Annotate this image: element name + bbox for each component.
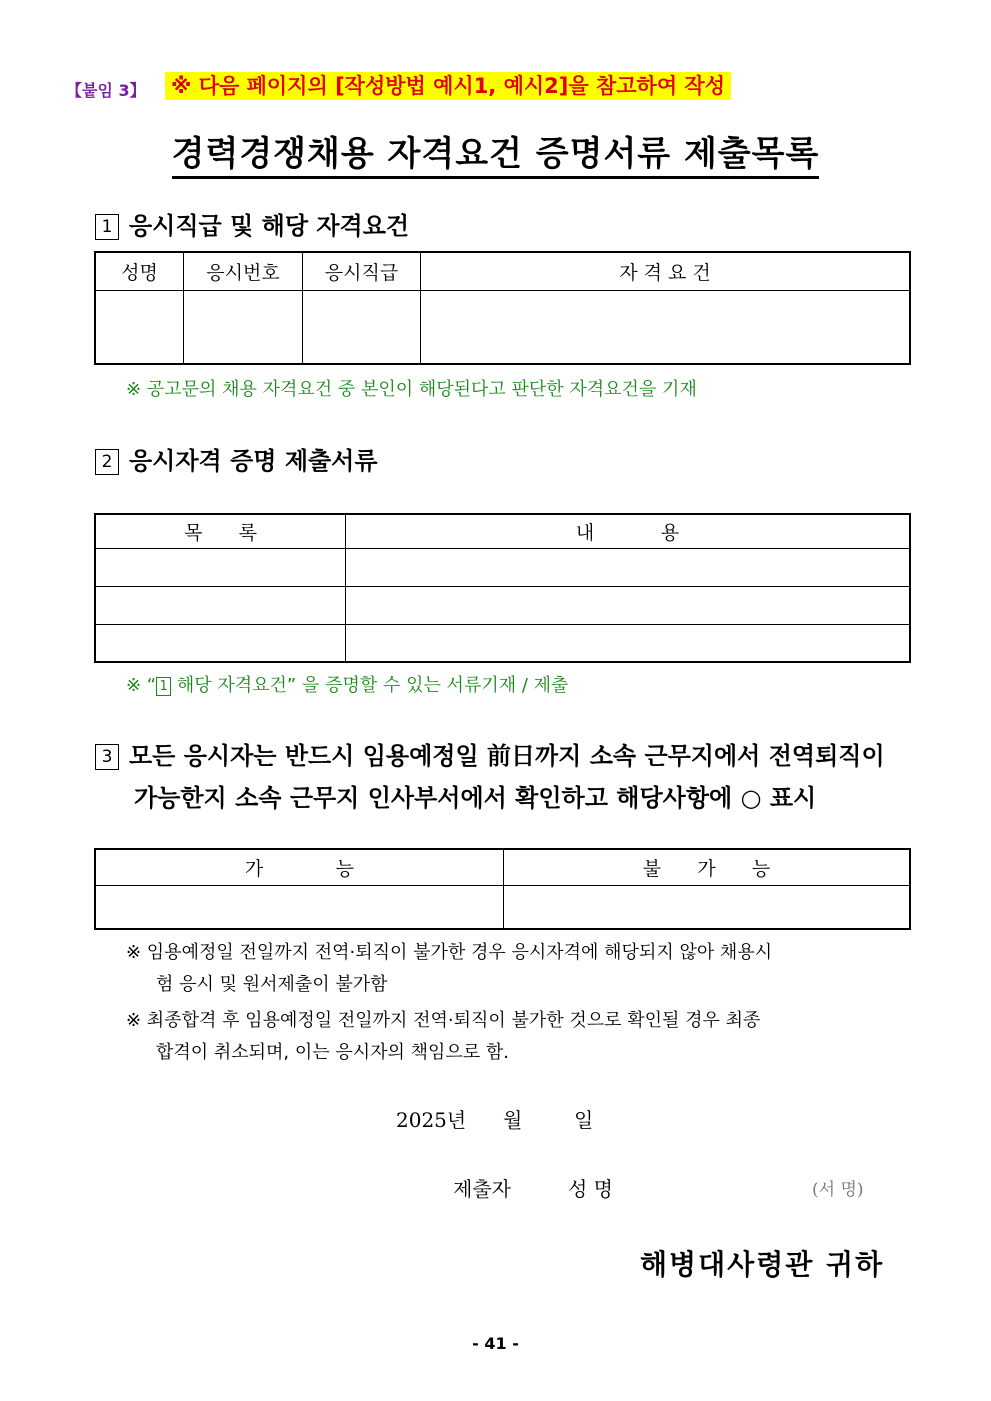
column-qualification: 자 격 요 건 [421, 252, 911, 290]
section2-note-suffix: 해당 자격요건” 을 증명할 수 있는 서류기재 / 제출 [171, 675, 569, 696]
addressee: 해병대사령관 귀하 [640, 1248, 885, 1281]
section3-note2-line1: ※ 최종합격 후 임용예정일 전일까지 전역·퇴직이 불가한 것으로 확인될 경우 최종 [126, 1010, 761, 1031]
section2-heading [95, 441, 378, 476]
exam-number-cell[interactable] [184, 290, 303, 364]
column-possible: 가 능 [95, 849, 504, 885]
section2-note-number: 1 [156, 677, 171, 696]
date-day: 일 [574, 1108, 594, 1132]
document-item-cell[interactable] [95, 586, 346, 624]
grade-cell[interactable] [303, 290, 421, 364]
qualification-table [94, 251, 911, 365]
impossible-mark-cell[interactable] [504, 885, 911, 929]
section3-note1-line1: ※ 임용예정일 전일까지 전역·퇴직이 불가한 경우 응시자격에 해당되지 않아 채용시 [126, 942, 773, 963]
attachment-label: 【붙임 3】 [66, 81, 146, 100]
document-content-cell[interactable] [346, 586, 911, 624]
column-impossible: 불 가 능 [504, 849, 911, 885]
section1-note: ※ 공고문의 채용 자격요건 중 본인이 해당된다고 판단한 자격요건을 기재 [126, 379, 697, 400]
page-title-text: 경력경쟁채용 자격요건 증명서류 제출목록 [172, 134, 820, 179]
column-name: 성명 [95, 252, 184, 290]
page-title [0, 126, 991, 175]
signature-placeholder: (서 명) [812, 1180, 864, 1200]
possible-mark-cell[interactable] [95, 885, 504, 929]
document-content-cell[interactable] [346, 624, 911, 662]
attachment-instruction-note: ※ 다음 페이지의 [작성방법 예시1, 예시2]을 참고하여 작성 [165, 72, 731, 100]
document-item-cell[interactable] [95, 548, 346, 586]
section3-heading [95, 736, 885, 771]
document-item-cell[interactable] [95, 624, 346, 662]
submitter-label: 제출자 [453, 1177, 511, 1201]
section1-heading-text: 응시직급 및 해당 자격요건 [129, 212, 410, 240]
discharge-availability-table [94, 848, 911, 930]
documents-table [94, 513, 911, 663]
column-grade: 응시직급 [303, 252, 421, 290]
column-item: 목 록 [95, 514, 346, 548]
column-exam-number: 응시번호 [184, 252, 303, 290]
page-number: - 41 - [472, 1334, 519, 1353]
qualification-cell[interactable] [421, 290, 911, 364]
section2-heading-text: 응시자격 증명 제출서류 [129, 447, 378, 475]
section3-note2 [126, 1005, 901, 1069]
section3-note2-line2: 합격이 취소되며, 이는 응시자의 책임으로 함. [156, 1042, 510, 1063]
section2-note [126, 671, 568, 697]
name-label: 성 명 [568, 1177, 613, 1201]
section1-number: 1 [95, 214, 119, 240]
date-month: 월 [503, 1108, 523, 1132]
section3-note1-line2: 험 응시 및 원서제출이 불가함 [156, 974, 388, 995]
section2-number: 2 [95, 449, 119, 475]
section3-heading-line2: 가능한지 소속 근무지 인사부서에서 확인하고 해당사항에 ○ 표시 [134, 784, 817, 812]
date-year: 2025년 [396, 1108, 467, 1132]
section3-heading-line1: 모든 응시자는 반드시 임용예정일 前日까지 소속 근무지에서 전역퇴직이 [129, 742, 885, 770]
section2-note-prefix: ※ “ [126, 675, 157, 696]
document-content-cell[interactable] [346, 548, 911, 586]
column-content: 내 용 [346, 514, 911, 548]
section3-note1 [126, 937, 901, 1001]
section1-heading [95, 206, 409, 241]
name-cell[interactable] [95, 290, 184, 364]
section3-number: 3 [95, 744, 119, 770]
